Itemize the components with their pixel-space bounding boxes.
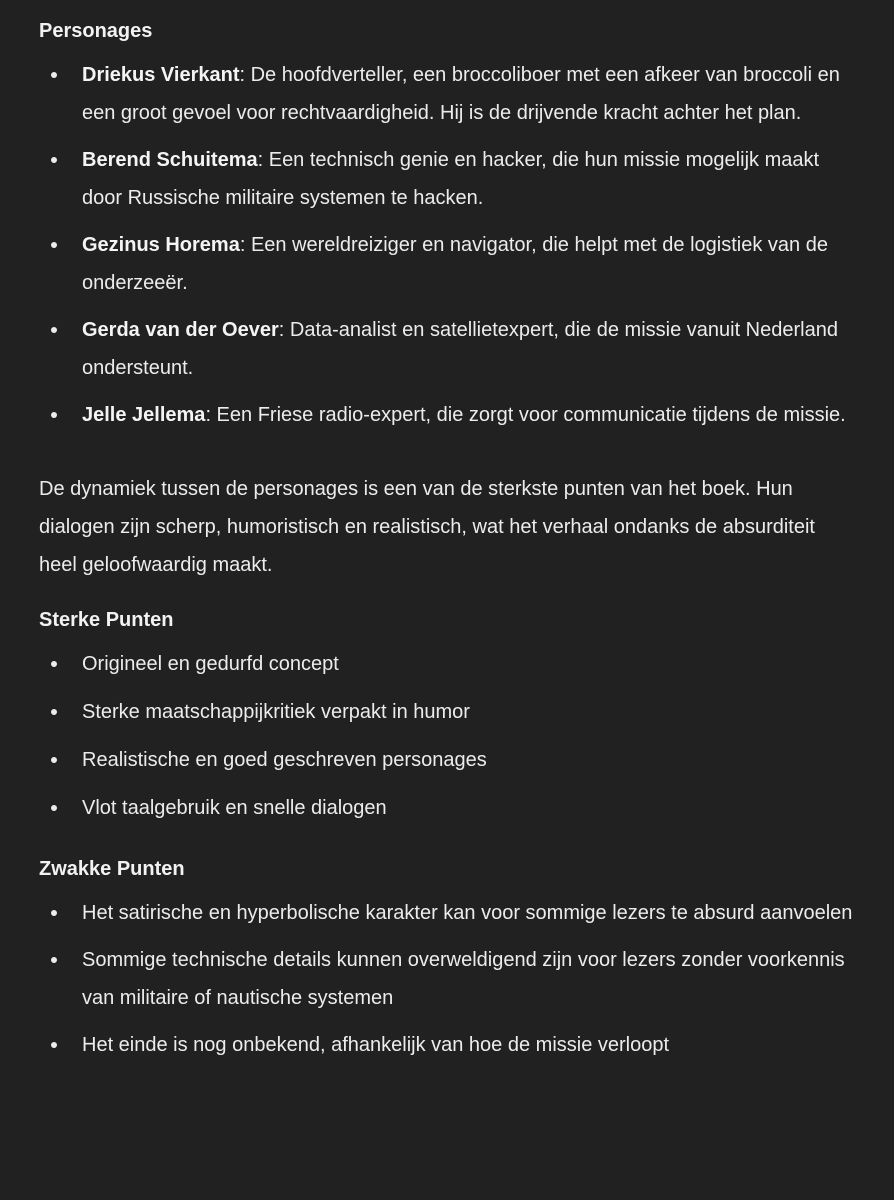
list-item-strength: Origineel en gedurfd concept <box>39 645 854 683</box>
section-heading-sterke-punten: Sterke Punten <box>39 609 174 631</box>
list-item-strength: Sterke maatschappijkritiek verpakt in humor <box>39 693 854 731</box>
list-item-character <box>39 226 854 302</box>
list-item-strength: Vlot taalgebruik en snelle dialogen <box>39 789 854 827</box>
list-item-character <box>39 311 854 387</box>
character-description: : De hoofdverteller, een broccoliboer met een afkeer van broccoli en een groot gevoel voor rechtvaardigheid. Hij is de drijvende kracht achter het plan. <box>82 64 840 124</box>
zwakke-punten-list <box>39 894 854 1064</box>
character-name: Driekus Vierkant <box>82 64 240 86</box>
list-item-weakness: Sommige technische details kunnen overweldigend zijn voor lezers zonder voorkennis van militaire of nautische systemen <box>39 941 854 1017</box>
list-item-weakness: Het einde is nog onbekend, afhankelijk van hoe de missie verloopt <box>39 1026 854 1064</box>
list-item-strength: Realistische en goed geschreven personages <box>39 741 854 779</box>
section-heading-personages: Personages <box>39 20 153 42</box>
character-description: : Een technisch genie en hacker, die hun missie mogelijk maakt door Russische militaire systemen te hacken. <box>82 149 820 209</box>
character-name: Gerda van der Oever <box>82 319 279 341</box>
character-description: : Een wereldreiziger en navigator, die helpt met de logistiek van de onderzeeër. <box>82 234 828 294</box>
sterke-punten-list <box>39 645 854 827</box>
character-name: Jelle Jellema <box>82 404 206 426</box>
character-description: : Een Friese radio-expert, die zorgt voor communicatie tijdens de missie. <box>205 404 846 426</box>
list-item-weakness: Het satirische en hyperbolische karakter kan voor sommige lezers te absurd aanvoelen <box>39 894 854 932</box>
character-description: : Data-analist en satellietexpert, die de missie vanuit Nederland ondersteunt. <box>82 319 838 379</box>
list-item-character <box>39 141 854 217</box>
dynamiek-paragraph: De dynamiek tussen de personages is een van de sterkste punten van het boek. Hun dialogen zijn scherp, humoristisch en realistisch, wat het verhaal ondanks de absurditeit heel geloofwaardig maakt. <box>39 478 815 576</box>
list-item-character <box>39 396 854 434</box>
list-item-character <box>39 56 854 132</box>
personages-list <box>39 56 854 434</box>
section-heading-zwakke-punten: Zwakke Punten <box>39 858 185 880</box>
character-name: Gezinus Horema <box>82 234 240 256</box>
character-name: Berend Schuitema <box>82 149 258 171</box>
